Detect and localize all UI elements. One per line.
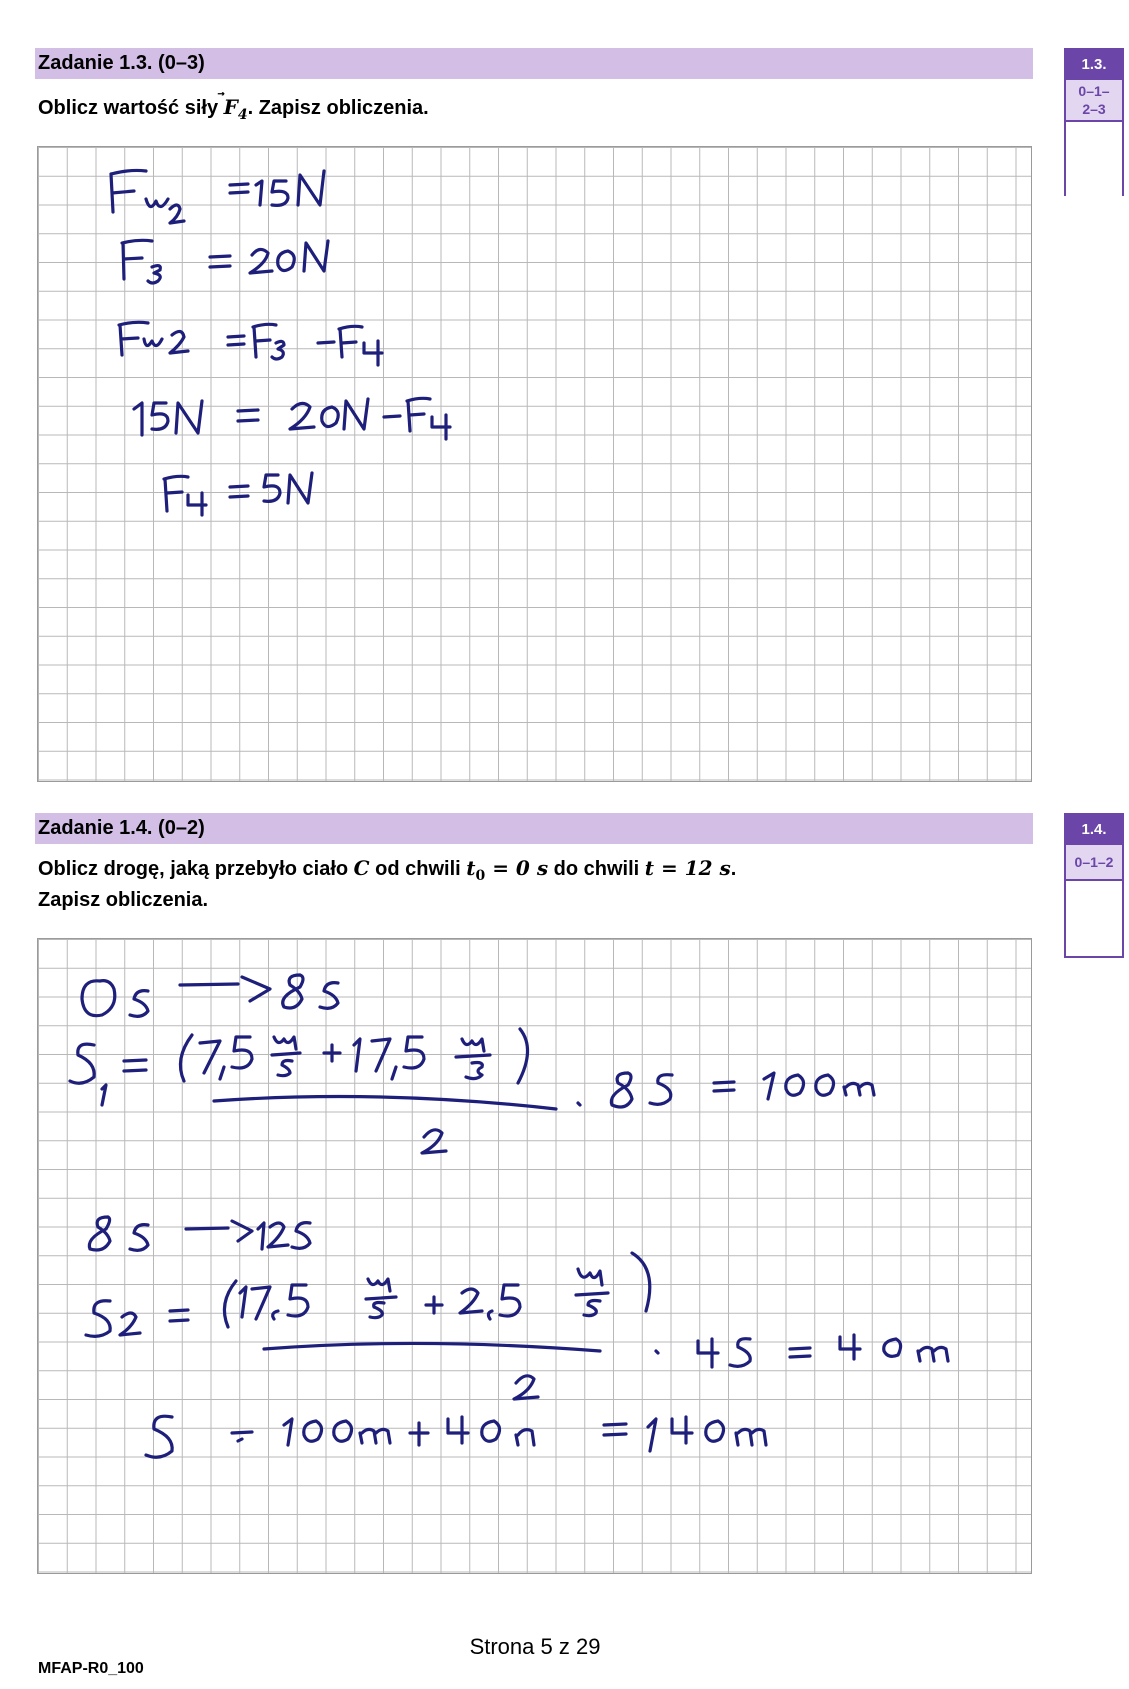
t0-symbol: $t_0$ xyxy=(466,856,486,884)
handwriting-line-2 xyxy=(70,1029,874,1153)
score-id: 1.4. xyxy=(1066,815,1122,845)
score-box-1-4 xyxy=(1064,813,1124,958)
instruction-text: . xyxy=(730,858,737,880)
task-1-4-title: Zadanie 1.4. (0–2) xyxy=(38,817,205,839)
handwriting-line-5 xyxy=(164,473,312,515)
instruction-text: do chwili xyxy=(548,858,645,880)
document-code: MFAP-R0_100 xyxy=(38,1660,144,1677)
answer-grid-1-3[interactable] xyxy=(37,146,1032,782)
score-input[interactable] xyxy=(1066,881,1122,954)
handwritten-solution-1-3 xyxy=(38,147,1033,783)
t-expression: t = 12 s xyxy=(644,856,731,880)
handwriting-line-4 xyxy=(86,1253,948,1399)
handwriting-line-1 xyxy=(82,975,338,1016)
instruction-text: . Zapisz obliczenia. xyxy=(247,97,429,119)
body-c-symbol: C xyxy=(353,856,370,880)
handwriting-line-4 xyxy=(134,398,450,439)
t0-value: = 0 s xyxy=(485,856,549,880)
score-input[interactable] xyxy=(1066,122,1122,198)
task-1-4-header xyxy=(35,813,1033,844)
handwritten-solution-1-4 xyxy=(38,939,1033,1575)
answer-grid-1-4[interactable] xyxy=(37,938,1032,1574)
task-1-3-instruction xyxy=(38,91,429,131)
score-range: 0–1– 2–3 xyxy=(1066,80,1122,122)
instruction-text: od chwili xyxy=(369,858,467,880)
instruction-text: Oblicz drogę, jaką przebyło ciało xyxy=(38,858,354,880)
task-1-3-title: Zadanie 1.3. (0–3) xyxy=(38,52,205,74)
task-1-4-instruction-line2: Zapisz obliczenia. xyxy=(38,889,209,911)
vector-f4-symbol: $F_4$ xyxy=(223,95,248,123)
score-range: 0–1–2 xyxy=(1066,845,1122,881)
handwriting-line-1 xyxy=(111,170,324,223)
handwriting-line-3 xyxy=(89,1217,310,1250)
score-id: 1.3. xyxy=(1066,50,1122,80)
task-1-3-header xyxy=(35,48,1033,79)
instruction-text: Oblicz wartość siły xyxy=(38,97,224,119)
page-number: Strona 5 z 29 xyxy=(469,1634,601,1659)
score-box-1-3 xyxy=(1064,48,1124,196)
handwriting-line-5 xyxy=(146,1416,766,1457)
handwriting-line-3 xyxy=(119,322,382,365)
handwriting-line-2 xyxy=(122,240,328,283)
